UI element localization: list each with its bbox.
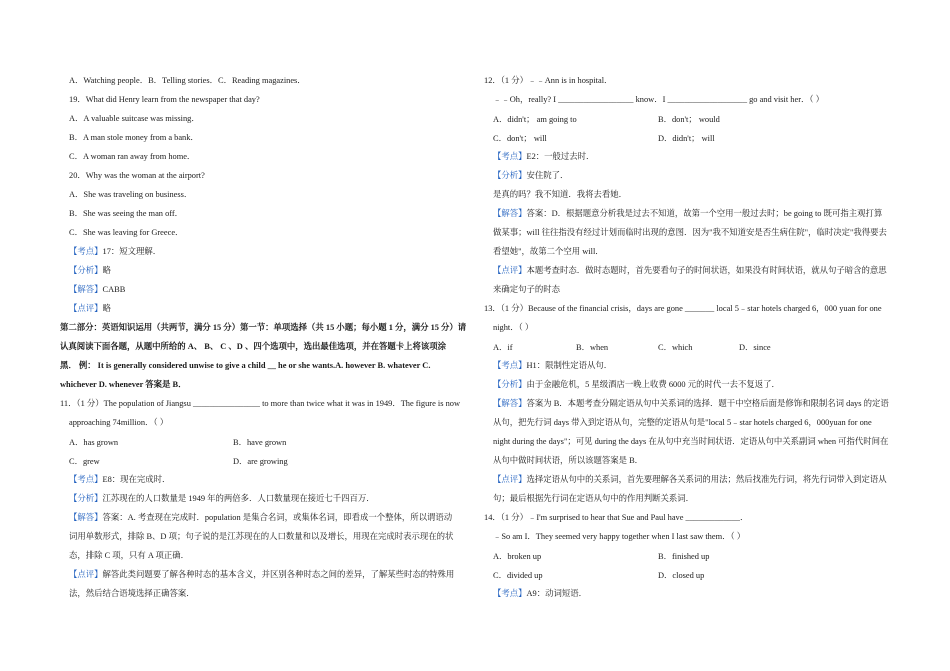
q13-dianping-2: 句；最后根据先行词在定语从句中的作用判断关系词． bbox=[493, 494, 694, 503]
q12-fenxi-2: 是真的吗？我不知道．我将去看她． bbox=[493, 190, 627, 199]
jieda-line bbox=[60, 284, 125, 295]
q12-option-d: D．didn't； will bbox=[658, 134, 715, 143]
q11-dianping-1 bbox=[60, 569, 454, 580]
q14-option-b: B．finished up bbox=[658, 552, 710, 561]
q12-question-1: 12．（1 分）﹣﹣Ann is in hospital． bbox=[484, 76, 613, 85]
q11-option-c: C．grew bbox=[69, 457, 100, 466]
q19-option-c: C．A woman ran away from home． bbox=[69, 152, 196, 161]
q12-dianping-2: 来确定句子的时态 bbox=[493, 285, 560, 294]
q11-dianping-tag: 【点评】 bbox=[69, 570, 103, 579]
dianping-tag: 【点评】 bbox=[69, 304, 103, 313]
kaodian-line bbox=[60, 246, 161, 257]
q19-question: 19．What did Henry learn from the newspaper that day? bbox=[69, 95, 260, 104]
q12-dianping-1 bbox=[484, 265, 887, 276]
q11-question-2: approaching 74million．（ ） bbox=[69, 418, 169, 427]
q13-fenxi bbox=[484, 379, 780, 390]
q13-question-1: 13．（1 分）Because of the financial crisis，days are gone _______ local 5﹣star hotels charged 6，000 yuan for one bbox=[484, 304, 882, 313]
q13-option-a: A．if bbox=[493, 343, 513, 352]
q13-fenxi-tag: 【分析】 bbox=[493, 380, 527, 389]
q14-option-a: A．broken up bbox=[493, 552, 542, 561]
q12-kaodian-tag: 【考点】 bbox=[493, 152, 527, 161]
q19-option-a: A．A valuable suitcase was missing． bbox=[69, 114, 200, 123]
q12-question-2: ﹣﹣Oh，really? I __________________ know．I ___________________ go and visit her．（ ） bbox=[493, 95, 825, 104]
q11-jieda-3: 态，排除 C 项，只有 A 项正确． bbox=[69, 551, 190, 560]
q11-fenxi-tag: 【分析】 bbox=[69, 494, 103, 503]
q20-option-b: B．She was seeing the man off． bbox=[69, 209, 184, 218]
fenxi-line bbox=[60, 265, 111, 276]
q14-kaodian-text: A9：动词短语． bbox=[526, 589, 587, 598]
dianping-line bbox=[60, 303, 111, 314]
q13-option-b: B．when bbox=[576, 343, 609, 352]
jieda-text: CABB bbox=[102, 285, 126, 294]
q13-jieda-2: 从句，把先行词 days 带入到定语从句，完整的定语从句是"local 5﹣star hotels charged 6，000yuan for one bbox=[493, 418, 872, 427]
q13-option-c: C．which bbox=[658, 343, 693, 352]
q13-question-2: night．（ ） bbox=[493, 323, 534, 332]
q12-kaodian bbox=[484, 151, 594, 162]
q11-jieda-2: 词用单数形式，排除 B、D 项；句子说的是江苏现在的人口数量和以及增长，用现在完成时表示现在的状 bbox=[69, 532, 454, 541]
q18-options: A．Watching people．B．Telling stories．C．Reading magazines． bbox=[69, 76, 306, 85]
q14-question-2: ﹣So am I．They seemed very happy together when I last saw them．（ ） bbox=[493, 532, 746, 541]
q19-option-b: B．A man stole money from a bank． bbox=[69, 133, 199, 142]
q11-jieda-text-1: 答案：A. 考查现在完成时．population 是集合名词，或集体名词，即看成一个整体，所以谓语动 bbox=[102, 513, 453, 522]
q12-dianping-tag: 【点评】 bbox=[493, 266, 527, 275]
q11-fenxi-text: 江苏现在的人口数量是 1949 年的两倍多．人口数量现在接近七千四百万． bbox=[102, 494, 375, 503]
q12-jieda-1 bbox=[484, 208, 882, 219]
q20-option-a: A．She was traveling on business． bbox=[69, 190, 193, 199]
q14-option-c: C．divided up bbox=[493, 571, 543, 580]
kaodian-tag: 【考点】 bbox=[69, 247, 103, 256]
q11-option-a: A．has grown bbox=[69, 438, 119, 447]
q12-kaodian-text: E2：一般过去时． bbox=[526, 152, 595, 161]
q13-kaodian bbox=[484, 360, 612, 371]
q12-option-b: B．don't； would bbox=[658, 115, 720, 124]
q12-option-a: A．didn't； am going to bbox=[493, 115, 577, 124]
q11-jieda-1 bbox=[60, 512, 452, 523]
q11-option-d: D．are growing bbox=[233, 457, 288, 466]
q14-kaodian bbox=[484, 588, 587, 599]
q11-fenxi bbox=[60, 493, 375, 504]
q13-kaodian-tag: 【考点】 bbox=[493, 361, 527, 370]
q12-dianping-text-1: 本题考查时态．做时态题时，首先要看句子的时间状语，如果没有时间状语，就从句子暗含的意思 bbox=[526, 266, 887, 275]
q13-jieda-3: night during the days"；可见 during the days 在从句中充当时间状语．定语从句中关系副词 when 可指代时间在 bbox=[493, 437, 889, 446]
q13-jieda-4: 从句中做时间状语，所以该题答案是 B． bbox=[493, 456, 644, 465]
jieda-tag: 【解答】 bbox=[69, 285, 103, 294]
q12-jieda-2: 做某事；will 往往指没有经过计划而临时出现的意图．因为"我不知道安是否生病住院"，临时决定"我得要去 bbox=[493, 228, 887, 237]
q11-option-b: B．have grown bbox=[233, 438, 287, 447]
part2-instructions-3: 黑． 例： It is generally considered unwise to give a child __ he or she wants.A. however B. whatever C. bbox=[60, 361, 431, 370]
fenxi-tag: 【分析】 bbox=[69, 266, 103, 275]
dianping-text: 略 bbox=[102, 304, 111, 313]
q12-fenxi-tag: 【分析】 bbox=[493, 171, 527, 180]
q20-option-c: C．She was leaving for Greece． bbox=[69, 228, 184, 237]
q11-question-1: 11．（1 分）The population of Jiangsu ________________ to more than twice what it was in 1949．The figure is now bbox=[60, 399, 460, 408]
q11-jieda-tag: 【解答】 bbox=[69, 513, 103, 522]
q13-dianping-text-1: 选择定语从句中的关系词，首先要理解各关系词的用法；然后找准先行词，将先行词带入到定语从 bbox=[526, 475, 887, 484]
q11-kaodian-text: E8：现在完成时． bbox=[102, 475, 171, 484]
q14-kaodian-tag: 【考点】 bbox=[493, 589, 527, 598]
q20-question: 20．Why was the woman at the airport? bbox=[69, 171, 205, 180]
q11-kaodian-tag: 【考点】 bbox=[69, 475, 103, 484]
part2-instructions-2: 认真阅读下面各题，从题中所给的 A、 B、 C 、D 、四个选项中，选出最佳选项，并在答题卡上将该项涂 bbox=[60, 342, 446, 351]
part2-instructions-4: whichever D. whenever 答案是 B． bbox=[60, 380, 187, 389]
fenxi-text: 略 bbox=[102, 266, 111, 275]
q11-kaodian bbox=[60, 474, 170, 485]
q13-jieda-1 bbox=[484, 398, 889, 409]
q12-jieda-text-1: 答案：D．根据题意分析我是过去不知道，故第一个空用一般过去时；be going to 既可指主观打算 bbox=[526, 209, 883, 218]
q12-jieda-3: 看望她"，故第二个空用 will． bbox=[493, 247, 604, 256]
part2-instructions-1: 第二部分：英语知识运用（共两节，满分 15 分）第一节：单项选择（共 15 小题；每小题 1 分，满分 15 分）请 bbox=[60, 323, 467, 332]
q12-fenxi bbox=[484, 170, 568, 181]
q13-dianping-tag: 【点评】 bbox=[493, 475, 527, 484]
q11-dianping-2: 法，然后结合语境选择正确答案． bbox=[69, 589, 195, 598]
q13-jieda-tag: 【解答】 bbox=[493, 399, 527, 408]
kaodian-text: 17：短文理解． bbox=[102, 247, 162, 256]
q13-option-d: D．since bbox=[739, 343, 771, 352]
q13-jieda-text-1: 答案为 B．本题考查分隔定语从句中关系词的选择．题干中空格后面是修饰和限制名词 days 的定语 bbox=[526, 399, 889, 408]
q12-fenxi-text: 安住院了． bbox=[526, 171, 569, 180]
q13-fenxi-text: 由于金融危机，5 星级酒店一晚上收费 6000 元的时代一去不复返了． bbox=[526, 380, 780, 389]
q13-kaodian-text: H1：限制性定语从句． bbox=[526, 361, 613, 370]
q12-jieda-tag: 【解答】 bbox=[493, 209, 527, 218]
q11-dianping-text-1: 解答此类问题要了解各种时态的基本含义，并区别各种时态之间的差异，了解某些时态的特殊用 bbox=[102, 570, 455, 579]
q14-question-1: 14．（1 分）﹣I'm surprised to hear that Sue and Paul have _____________． bbox=[484, 513, 749, 522]
q13-dianping-1 bbox=[484, 474, 887, 485]
q12-option-c: C．don't； will bbox=[493, 134, 547, 143]
q14-option-d: D．closed up bbox=[658, 571, 705, 580]
